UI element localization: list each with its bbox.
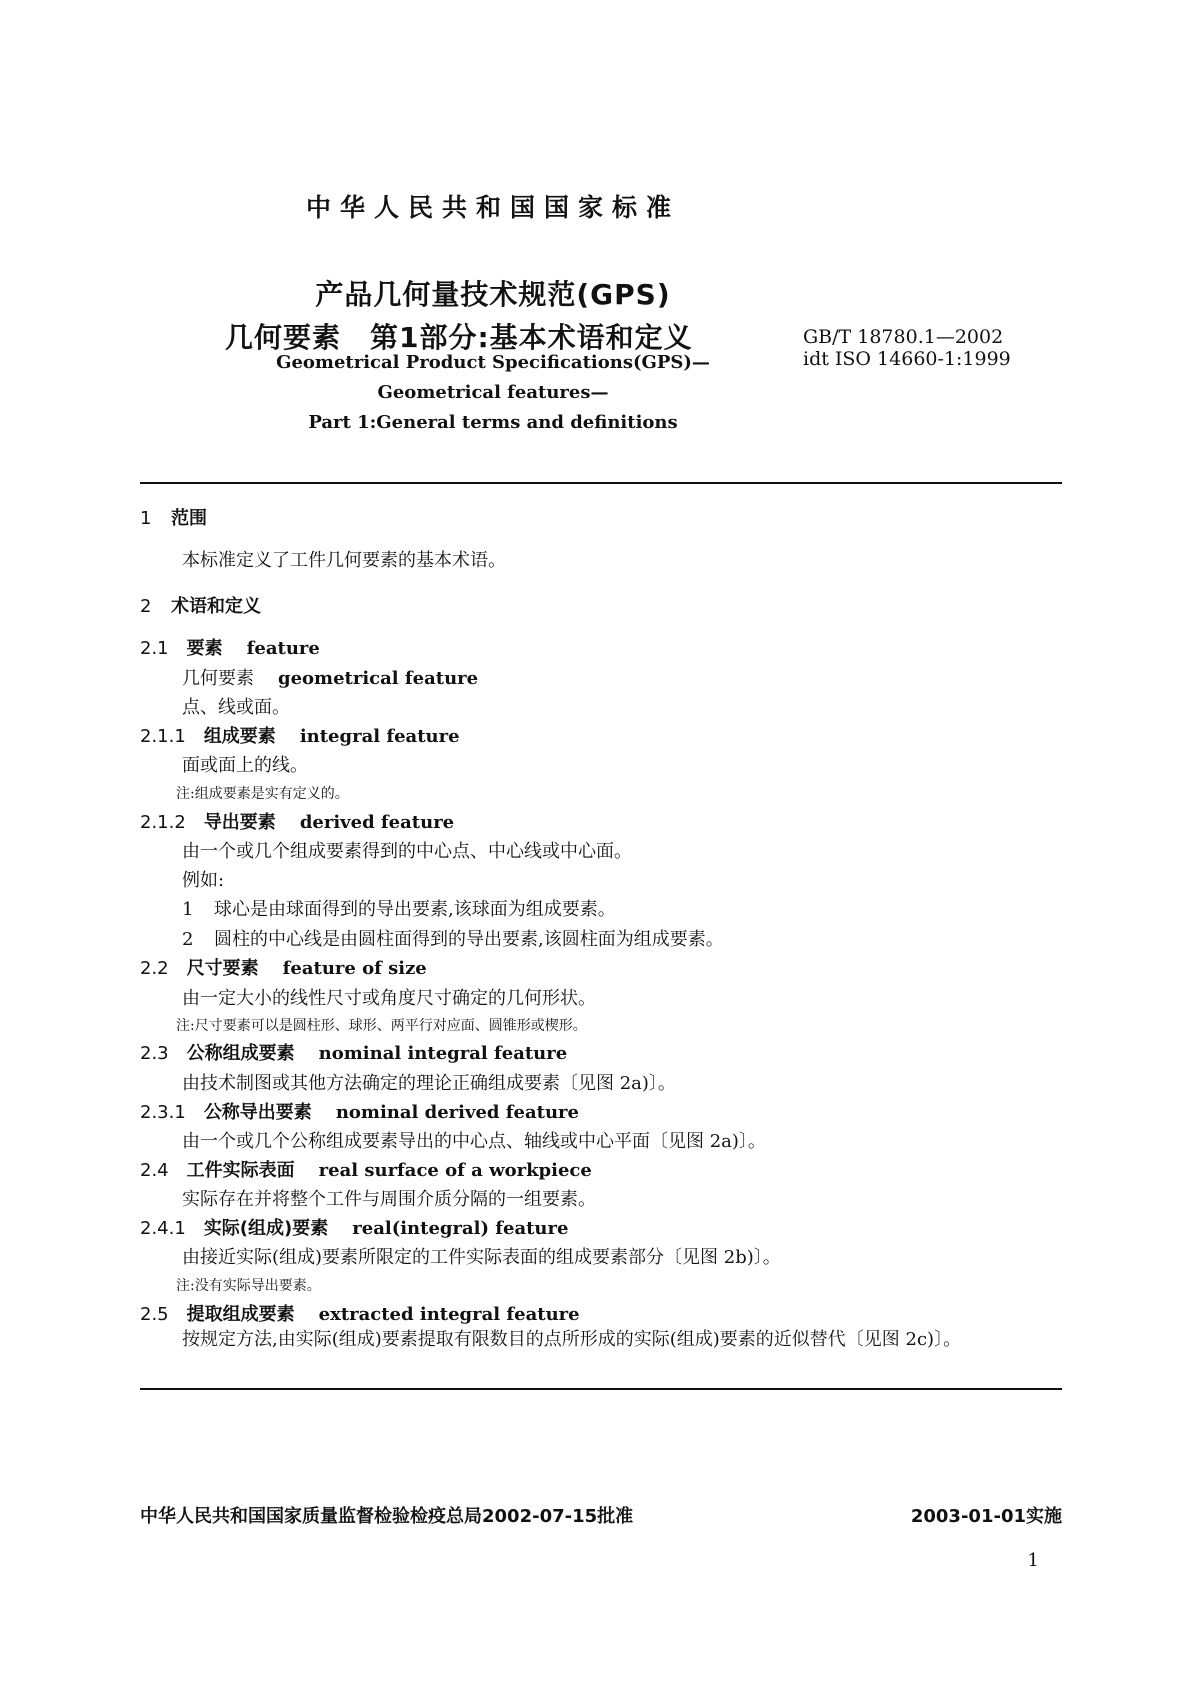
term-number: 2.3.1	[140, 1102, 186, 1123]
term-zh: 公称导出要素	[203, 1102, 312, 1123]
term-2-4-1-definition: 由接近实际(组成)要素所限定的工件实际表面的组成要素部分〔见图 2b)〕。	[182, 1247, 781, 1268]
term-2-4-definition: 实际存在并将整个工件与周围介质分隔的一组要素。	[182, 1189, 596, 1210]
term-en: nominal integral feature	[318, 1043, 568, 1064]
section-number: 1	[140, 508, 152, 529]
term-2-4	[140, 1156, 592, 1182]
term-2-2-definition: 由一定大小的线性尺寸或角度尺寸确定的几何形状。	[182, 988, 596, 1009]
term-2-3-1-definition: 由一个或几个公称组成要素导出的中心点、轴线或中心平面〔见图 2a)〕。	[182, 1131, 766, 1152]
term-number: 2.1.1	[140, 726, 186, 747]
term-2-1-1	[140, 722, 460, 748]
term-2-5-definition: 按规定方法,由实际(组成)要素提取有限数目的点所形成的实际(组成)要素的近似替代〔见图 2c)〕。	[182, 1329, 962, 1350]
section-2-heading	[140, 592, 261, 618]
standard-type: 中华人民共和国国家标准	[305, 193, 680, 222]
term-en: nominal derived feature	[335, 1102, 579, 1123]
term-2-1-definition: 点、线或面。	[182, 697, 290, 718]
example-number: 2	[182, 929, 194, 950]
term-en: real surface of a workpiece	[318, 1160, 592, 1181]
term-zh: 要素	[186, 638, 223, 659]
term-2-1-1-definition: 面或面上的线。	[182, 755, 308, 776]
section-number: 2	[140, 596, 152, 617]
term-zh: 尺寸要素	[186, 958, 259, 979]
example-item	[182, 895, 616, 921]
term-2-4-1	[140, 1214, 568, 1240]
example-item	[182, 925, 724, 951]
issue-info: 中华人民共和国国家质量监督检验检疫总局2002-07-15批准	[140, 1506, 634, 1527]
term-en: derived feature	[299, 812, 455, 833]
term-en: feature of size	[282, 958, 427, 979]
term-2-5	[140, 1300, 580, 1326]
term-2-1-1-note: 注:组成要素是实有定义的。	[176, 786, 349, 802]
term-number: 2.5	[140, 1304, 169, 1325]
title-en-line2: Geometrical features—	[377, 382, 609, 403]
term-2-4-1-note: 注:没有实际导出要素。	[176, 1278, 321, 1294]
term-zh: 组成要素	[203, 726, 276, 747]
term-2-3-definition: 由技术制图或其他方法确定的理论正确组成要素〔见图 2a)〕。	[182, 1073, 676, 1094]
term-2-1-synonym	[182, 664, 478, 690]
header-divider	[140, 482, 1062, 484]
example-text: 球心是由球面得到的导出要素,该球面为组成要素。	[214, 899, 616, 920]
term-2-2	[140, 954, 427, 980]
term-number: 2.4.1	[140, 1218, 186, 1239]
term-2-3-1	[140, 1098, 579, 1124]
term-en: real(integral) feature	[352, 1218, 569, 1239]
term-zh: 工件实际表面	[186, 1160, 295, 1181]
term-en: extracted integral feature	[318, 1304, 580, 1325]
term-zh: 公称组成要素	[186, 1043, 295, 1064]
title-zh-line2: 几何要素 第1部分:基本术语和定义	[225, 321, 693, 354]
standard-code: GB/T 18780.1—2002	[803, 326, 1004, 348]
title-zh-line1: 产品几何量技术规范(GPS)	[315, 278, 671, 311]
section-1-heading	[140, 504, 207, 530]
term-2-1-2	[140, 808, 454, 834]
term-zh: 实际(组成)要素	[203, 1218, 329, 1239]
term-number: 2.1.2	[140, 812, 186, 833]
example-text: 圆柱的中心线是由圆柱面得到的导出要素,该圆柱面为组成要素。	[214, 929, 724, 950]
term-number: 2.2	[140, 958, 169, 979]
term-en: feature	[246, 638, 320, 659]
section-title: 范围	[171, 508, 207, 529]
page-number: 1	[1027, 1550, 1039, 1571]
effective-date: 2003-01-01实施	[910, 1506, 1062, 1527]
standard-idt: idt ISO 14660-1:1999	[803, 348, 1011, 370]
synonym-en: geometrical feature	[278, 668, 479, 689]
term-number: 2.4	[140, 1160, 169, 1181]
term-number: 2.1	[140, 638, 169, 659]
footer-divider	[140, 1388, 1062, 1390]
term-2-1	[140, 634, 320, 660]
term-2-3	[140, 1039, 567, 1065]
term-en: integral feature	[299, 726, 460, 747]
term-number: 2.3	[140, 1043, 169, 1064]
synonym-zh: 几何要素	[182, 668, 254, 689]
title-en-line1: Geometrical Product Specifications(GPS)—	[276, 352, 710, 373]
section-title: 术语和定义	[171, 596, 261, 617]
example-label: 例如:	[182, 870, 225, 891]
example-number: 1	[182, 899, 194, 920]
term-2-1-2-definition: 由一个或几个组成要素得到的中心点、中心线或中心面。	[182, 841, 632, 862]
term-zh: 提取组成要素	[186, 1304, 295, 1325]
term-2-2-note: 注:尺寸要素可以是圆柱形、球形、两平行对应面、圆锥形或楔形。	[176, 1018, 587, 1034]
term-zh: 导出要素	[203, 812, 276, 833]
title-en-line3: Part 1:General terms and definitions	[308, 412, 678, 433]
section-1-body: 本标准定义了工件几何要素的基本术语。	[182, 550, 506, 571]
